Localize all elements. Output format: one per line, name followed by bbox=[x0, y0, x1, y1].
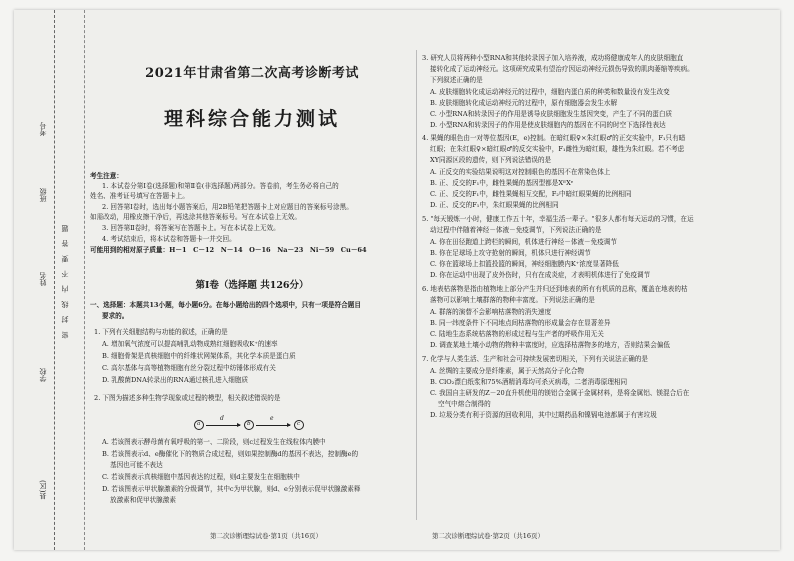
label-e: e bbox=[270, 415, 274, 422]
note-line: 4. 考试结束后，将本试卷和答题卡一并交回。 bbox=[102, 235, 236, 243]
q1-option-c: C. 高尔基体与高等植物细胞有丝分裂过程中纺锤体形成有关 bbox=[102, 364, 276, 372]
q6-option-d: D. 调查某地土壤小动物的物种丰富度时，应选择枯落物多的地方，否则结果会偏低 bbox=[430, 341, 671, 349]
right-page bbox=[422, 10, 774, 550]
q3-option-d: D. 小型RNA和转录因子的作用是使皮肤细胞内的基因在不同的时空下选择性表达 bbox=[430, 121, 666, 129]
section-title: 第Ⅰ卷（选择题 共126分） bbox=[195, 280, 309, 291]
name-label: 姓名 bbox=[39, 272, 47, 286]
q4-option-a: A. 正反交的实验结果说明这对控制眼色的基因不在常染色体上 bbox=[430, 168, 611, 176]
q2-option-d: D. 若该图表示甲状腺激素的分级调节，其中c为甲状腺，则d、e分别表示促甲状腺激素释 bbox=[102, 485, 361, 493]
label-d: d bbox=[220, 415, 224, 422]
question-4-cont: XY同源区段的遗传，则下列说法错误的是 bbox=[430, 156, 552, 164]
county-label: 县(区) bbox=[39, 480, 47, 500]
note-line: 3. 回答第Ⅱ卷时，将答案写在答题卡上。写在本试卷上无效。 bbox=[102, 224, 280, 232]
q7-option-a: A. 丝绸的主要成分是纤维素，属于天然高分子化合物 bbox=[430, 367, 585, 375]
question-5: 5. "每天锻炼一小时，健康工作五十年，幸福生活一辈子。"很多人都有每天运动的习惯，在运 bbox=[422, 215, 694, 223]
exam-title: 2021年甘肃省第二次高考诊断考试 bbox=[145, 66, 359, 81]
left-page bbox=[90, 10, 414, 550]
node-c: c bbox=[294, 420, 304, 430]
question-3-cont: 接转化成了运动神经元。这项研究成果有望治疗因运动神经元损伤导致的肌肉萎缩等疾病。 bbox=[430, 65, 694, 73]
question-2: 2. 下图为描述多种生物学现象或过程的模型，相关叙述错误的是 bbox=[94, 394, 281, 402]
node-b: b bbox=[244, 420, 254, 430]
q1-option-b: B. 细胞骨架是真核细胞中的纤维状网架体系，其化学本质是蛋白质 bbox=[102, 352, 296, 360]
instruction-line: 一、选择题：本题共13小题，每小题6分。在每小题给出的四个选项中，只有一项是符合题目 bbox=[90, 301, 361, 309]
q3-option-c: C. 小型RNA和转录因子的作用是诱导皮肤细胞发生基因突变，产生了不同的蛋白质 bbox=[430, 110, 673, 118]
q2-option-b-cont: 基因也可能不表达 bbox=[110, 461, 163, 469]
instruction-line: 要求的。 bbox=[102, 312, 129, 320]
question-4-cont: 红眼；在朱红眼♀×暗红眼♂的反交实验中，F₁雌性为暗红眼，雄性为朱红眼。若不考虑 bbox=[430, 145, 685, 153]
q2-option-d-cont: 放激素和促甲状腺激素 bbox=[110, 496, 176, 504]
school-label: 学校 bbox=[39, 368, 47, 382]
node-a: a bbox=[194, 420, 204, 430]
q1-option-a: A. 增加氧气浓度可以提高哺乳动物成熟红细胞吸收K⁺的速率 bbox=[102, 340, 278, 348]
arrow-e bbox=[256, 425, 290, 426]
note-line: 1. 本试卷分第Ⅰ卷(选择题)和第Ⅱ卷(非选择题)两部分。答卷前，考生务必将自己的 bbox=[102, 182, 339, 190]
q5-option-d: D. 你在运动中出现了皮外伤时，只有在成炎症，才表明机体进行了免疫调节 bbox=[430, 271, 651, 279]
subject-title: 理科综合能力测试 bbox=[163, 108, 340, 130]
q7-option-b: B. ClO₂漂白纸浆和75%酒精消毒均可杀灭病毒，二者消毒原理相同 bbox=[430, 378, 628, 386]
class-label: 班级 bbox=[39, 188, 47, 202]
question-3-cont: 下列叙述正确的是 bbox=[430, 76, 483, 84]
q1-option-d: D. 乳酸菌DNA转录出的RNA通过核孔进入细胞质 bbox=[102, 376, 249, 384]
q6-option-b: B. 同一纬度条件下不同地点间枯落物的形成量会存在显著差异 bbox=[430, 319, 611, 327]
arrow-d bbox=[206, 425, 240, 426]
note-line: 姓名、准考证号填写在答题卡上。 bbox=[90, 192, 189, 200]
note-line: 2. 回答第Ⅰ卷时，选出每小题答案后，用2B铅笔把答题卡上对应题目的答案标号涂黑。 bbox=[102, 203, 353, 211]
exam-paper bbox=[14, 10, 780, 550]
q5-option-c: C. 你在篮球场上扣篮投篮的瞬间，神经细胞膜内K⁺浓度显著降低 bbox=[430, 260, 619, 268]
q7-option-c-cont: 空气中熔合制得的 bbox=[438, 400, 491, 408]
q4-option-c: C. 正、反交的F₁中，雌性果蝇相互交配，F₂中暗红眼果蝇的比例相同 bbox=[430, 190, 632, 198]
q5-option-a: A. 你在田径跑道上跨栏的瞬间，机体进行神经－体液－免疫调节 bbox=[430, 238, 617, 246]
q2-option-a: A. 若该图表示酵母菌有氧呼吸的第一、二阶段，则c过程发生在线粒体内膜中 bbox=[102, 438, 326, 446]
q3-option-b: B. 皮肤细胞转化成运动神经元的过程中，原有细胞器会发生水解 bbox=[430, 99, 618, 107]
q5-option-b: B. 你在足球场上攻守抢射的瞬间，机体只进行神经调节 bbox=[430, 249, 591, 257]
q7-option-d: D. 垃圾分类有利于资源的回收利用，其中过期药品和镍镉电池都属于有害垃圾 bbox=[430, 411, 657, 419]
binding-strip bbox=[14, 10, 85, 550]
q6-option-a: A. 群落的演替不会影响枯落物的消失速度 bbox=[430, 308, 552, 316]
q7-option-c: C. 我国自主研发的Z－20直升机使用的镁铝合金属于金属材料，是将金属铝、镁混合后在 bbox=[430, 389, 690, 397]
q2-option-b: B. 若该图表示d、e酶催化下的物质合成过程，则如果控制酶d的基因不表达，控制酶e的 bbox=[102, 450, 359, 458]
exam-number-label: 考号 bbox=[39, 122, 47, 136]
question-1: 1. 下列有关细胞结构与功能的叙述，正确的是 bbox=[94, 328, 228, 336]
page-divider bbox=[416, 50, 417, 520]
q4-option-b: B. 正、反交的F₁中，雌性果蝇的基因型都是XᴱXᵉ bbox=[430, 179, 574, 187]
question-4: 4. 果蝇的眼色由一对等位基因(E，e)控制。在暗红眼♀×朱红眼♂的正交实验中，F₁只有暗 bbox=[422, 134, 686, 142]
seal-warning: 密 封 线 内 不 要 答 题 bbox=[61, 222, 69, 339]
question-6-cont: 落物可以影响土壤群落的物种丰富度。下列说法正确的是 bbox=[430, 296, 595, 304]
q6-option-c: C. 陆地生态系统枯落物的形成过程与生产者的呼吸作用无关 bbox=[430, 330, 604, 338]
page-footer-right: 第二次诊断理综试卷·第2页（共16页） bbox=[432, 532, 544, 540]
question-7: 7. 化学与人类生活、生产和社会可持续发展密切相关，下列有关说法正确的是 bbox=[422, 355, 648, 363]
q3-option-a: A. 皮肤细胞转化成运动神经元的过程中，细胞内蛋白质的种类和数量没有发生改变 bbox=[430, 88, 670, 96]
page-footer-left: 第二次诊断理综试卷·第1页（共16页） bbox=[210, 532, 322, 540]
seal-line bbox=[54, 10, 55, 550]
q4-option-d: D. 正、反交的F₁中，朱红眼果蝇的比例相同 bbox=[430, 201, 559, 209]
question-6: 6. 地表枯落物是指由植物地上部分产生并归还到地表的所有有机质的总称，覆盖在地表的枯 bbox=[422, 285, 688, 293]
notes-heading: 考生注意： bbox=[90, 172, 123, 180]
question-3: 3. 研究人员将两种小型RNA和其他转录因子加入培养液，成功将健康成年人的皮肤细胞直 bbox=[422, 54, 684, 62]
pathway-diagram bbox=[194, 417, 304, 433]
note-line: 如需改动，用橡皮擦干净后，再选涂其他答案标号。写在本试卷上无效。 bbox=[90, 213, 301, 221]
atomic-masses: 可能用到的相对原子质量：H－1 C－12 N－14 O－16 Na－23 Ni－59 Cu－64 bbox=[90, 246, 367, 254]
q2-option-c: C. 若该图表示真核细胞中基因表达的过程，则d主要发生在细胞核中 bbox=[102, 473, 300, 481]
question-5-cont: 动过程中伴随着神经－体液－免疫调节，下列说法正确的是 bbox=[430, 226, 602, 234]
